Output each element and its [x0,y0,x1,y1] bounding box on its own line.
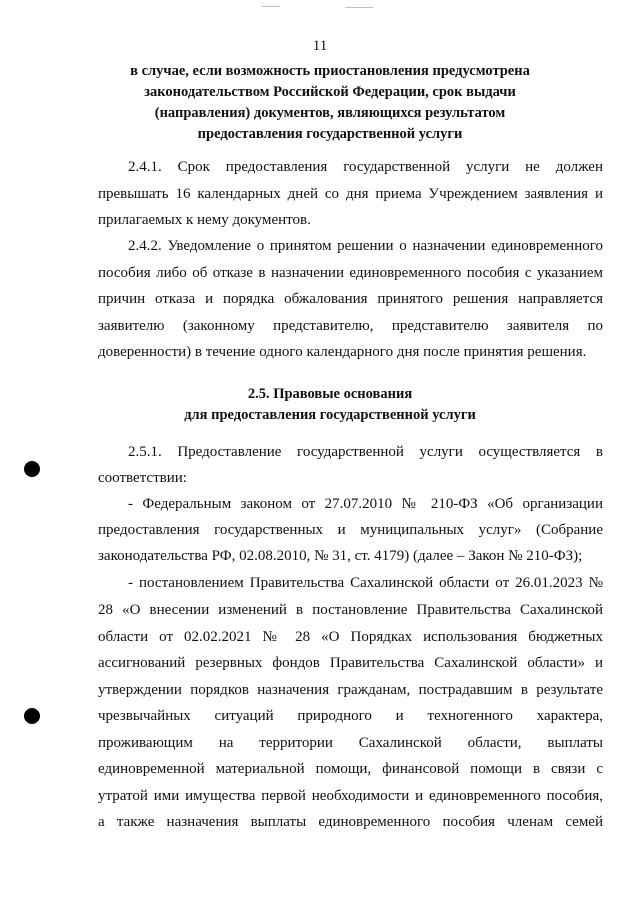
paragraph-2-4-1-line: превышать 16 календарных дней со дня приема Учреждением заявления и [98,186,603,202]
heading-line: для предоставления государственной услуги [184,407,476,423]
list-item-resolution-line: утратой ими имущества первой необходимости и единовременного пособия, [98,788,603,804]
scan-artifact [262,6,280,7]
section-heading-deadline [60,61,600,145]
paragraph-2-5-1-line: соответствии: [98,470,187,486]
list-item-resolution-line: проживающим на территории Сахалинской области, выплаты [98,735,603,751]
list-item-resolution-line: а также назначения выплаты единовременного пособия членам семей [98,814,603,830]
list-item-resolution-line: утверждении порядков назначения гражданам, пострадавшим в результате [98,682,603,698]
paragraph-2-4-2-line: пособия либо об отказе в назначении единовременного пособия с указанием [98,265,603,281]
paragraph-2-4-2-line: 2.4.2. Уведомление о принятом решении о назначении единовременного [128,238,603,254]
heading-line: предоставления государственной услуги [197,126,463,142]
list-item-resolution-line: чрезвычайных ситуаций природного и техногенного характера, [98,708,603,724]
list-item-federal-law-line: законодательства РФ, 02.08.2010, № 31, ст. 4179) (далее – Закон № 210-ФЗ); [98,548,583,564]
paragraph-2-5-1-line: 2.5.1. Предоставление государственной услуги осуществляется в [128,444,603,460]
list-item-resolution-line: единовременной материальной помощи, финансовой помощи в связи с [98,761,603,777]
punch-hole [24,461,40,477]
list-item-resolution-line: 28 «О внесении изменений в постановление Правительства Сахалинской [98,602,603,618]
paragraph-2-4-2-line: заявителю (законному представителю, представителю заявителя по [98,318,603,334]
heading-line: в случае, если возможность приостановления предусмотрена [130,63,530,79]
punch-hole [24,708,40,724]
scan-artifact [345,7,373,8]
paragraph-2-4-1-line: прилагаемых к нему документов. [98,212,311,228]
heading-line: законодательством Российской Федерации, срок выдачи [144,84,516,100]
list-item-federal-law-line: предоставления государственных и муниципальных услуг» (Собрание [98,522,603,538]
heading-line: 2.5. Правовые основания [247,386,413,402]
heading-line: (направления) документов, являющихся результатом [154,105,506,121]
paragraph-2-4-2-line: причин отказа и порядка обжалования принятого решения направляется [98,291,603,307]
paragraph-2-4-2-line: доверенности) в течение одного календарного дня после принятия решения. [98,344,587,360]
section-heading-legal-basis [60,384,600,426]
list-item-federal-law-line: - Федеральным законом от 27.07.2010 № 210-ФЗ «Об организации [128,496,603,512]
page-number: 11 [312,38,328,54]
paragraph-2-4-1-line: 2.4.1. Срок предоставления государственной услуги не должен [128,159,603,175]
list-item-resolution-line: - постановлением Правительства Сахалинской области от 26.01.2023 № [128,575,603,591]
list-item-resolution-line: области от 02.02.2021 № 28 «О Порядках использования бюджетных [98,629,603,645]
list-item-resolution-line: ассигнований резервных фондов Правительства Сахалинской области» и [98,655,603,671]
